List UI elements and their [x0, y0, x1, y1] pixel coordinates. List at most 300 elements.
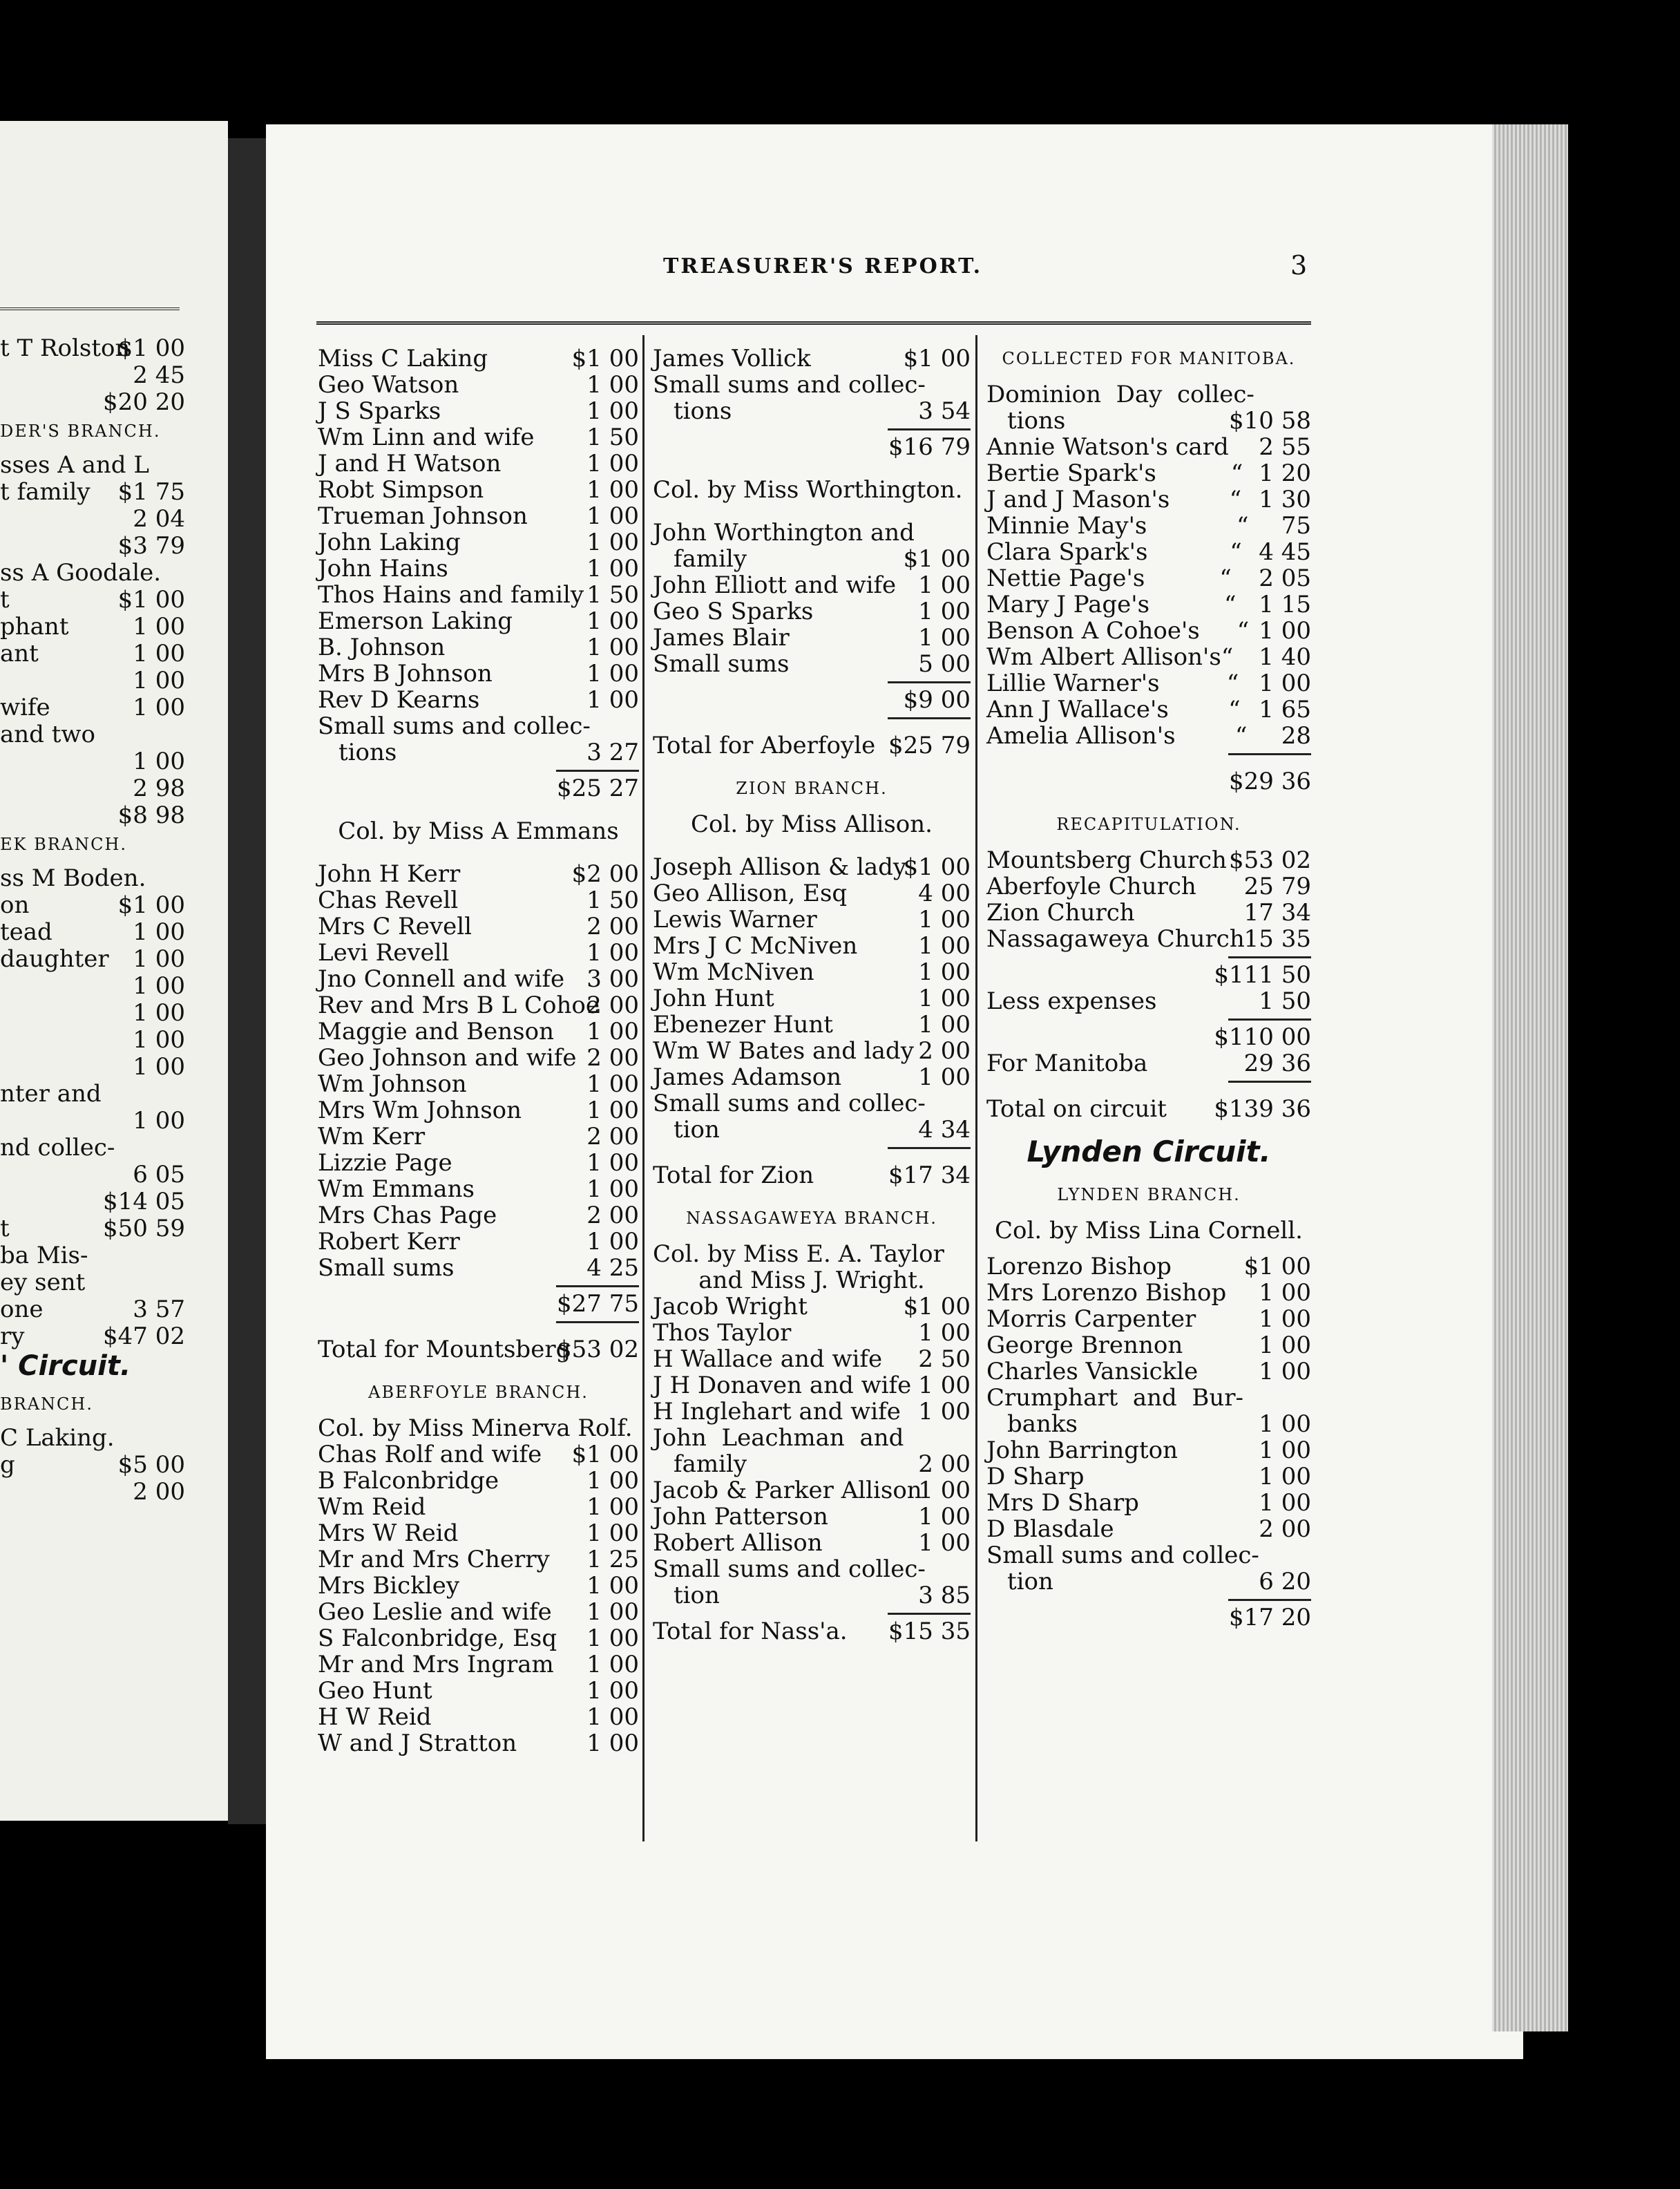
- entry-name: Mr and Mrs Cherry: [318, 1546, 550, 1573]
- entry-amount: 1 00: [1259, 1410, 1311, 1438]
- section-heading: DER'S BRANCH.: [0, 421, 161, 441]
- entry-name: Mrs Chas Page: [318, 1202, 497, 1229]
- entry-row: [318, 966, 639, 992]
- entry-name: Mrs Bickley: [318, 1572, 460, 1600]
- sum-rule: [318, 766, 639, 775]
- entry-amount: 29 36: [1243, 1050, 1311, 1077]
- entry-row: [0, 389, 185, 415]
- entry-amount: $1 00: [903, 853, 971, 881]
- entry-name: Jno Connell and wife: [318, 965, 565, 993]
- entry-amount: 1 00: [586, 371, 639, 399]
- entry-amount: $14 05: [103, 1188, 185, 1215]
- section-heading: ZION BRANCH.: [736, 779, 888, 798]
- entry-row: [986, 1490, 1311, 1516]
- entry-row: [986, 1542, 1311, 1569]
- entry-row: [653, 854, 971, 880]
- spacer: [986, 1172, 1311, 1182]
- entry-name: Nassagaweya Church: [986, 925, 1245, 953]
- entry-amount: 4 25: [586, 1254, 639, 1282]
- entry-name: Chas Rolf and wife: [318, 1441, 542, 1468]
- entry-name: Ann J Wallace's “: [986, 696, 1241, 723]
- entry-name: H Inglehart and wife: [653, 1398, 901, 1425]
- entry-name: Levi Revell: [318, 939, 450, 967]
- entry-amount: 1 00: [918, 932, 971, 960]
- entry-name: H W Reid: [318, 1703, 432, 1731]
- entry-name: Small sums and collec-: [318, 712, 591, 740]
- entry-row: [318, 503, 639, 529]
- entry-row: [0, 694, 185, 721]
- entry-amount: $15 35: [888, 1618, 971, 1645]
- entry-name: Crumphart and Bur-: [986, 1384, 1244, 1412]
- entry-row: [986, 926, 1311, 952]
- entry-name: Mrs B Johnson: [318, 660, 493, 688]
- spacer: [653, 1231, 971, 1241]
- entry-name: John H Kerr: [318, 860, 461, 888]
- entry-name: Geo Allison, Esq: [653, 880, 848, 907]
- entry-amount: $1 00: [117, 334, 185, 362]
- entry-row: [653, 598, 971, 625]
- entry-amount: 1 00: [586, 476, 639, 504]
- entry-amount: 1 00: [586, 1572, 639, 1600]
- entry-name: John Elliott and wife: [653, 571, 897, 599]
- entry-name: Minnie May's “: [986, 512, 1249, 540]
- entry-row: [986, 1280, 1311, 1306]
- entry-amount: 1 00: [586, 502, 639, 530]
- entry-name: Mary J Page's “: [986, 591, 1237, 618]
- entry-name: Dominion Day collec-: [986, 381, 1254, 408]
- entry-amount: 1 00: [133, 640, 185, 667]
- entry-row: [986, 873, 1311, 900]
- entry-name: Geo Watson: [318, 371, 459, 399]
- entry-amount: 1 00: [586, 1519, 639, 1547]
- entry-row: [0, 1188, 185, 1215]
- entry-amount: $111 50: [1214, 961, 1311, 989]
- entry-name: tions: [1007, 407, 1066, 435]
- entry-amount: $47 02: [103, 1323, 185, 1350]
- rule-line: [888, 1613, 971, 1615]
- entry-name: phant: [0, 613, 69, 641]
- column-2: [653, 345, 971, 1645]
- entry-row: [653, 572, 971, 598]
- collector-line: and Miss J. Wright.: [698, 1267, 925, 1294]
- entry-amount: $50 59: [103, 1215, 185, 1242]
- entry-row: [318, 1730, 639, 1756]
- entry-amount: 1 00: [586, 1149, 639, 1177]
- header-rule: [0, 307, 180, 310]
- entry-row: [986, 539, 1311, 565]
- entry-row: [318, 1704, 639, 1730]
- entry-row: [653, 1530, 971, 1556]
- entry-row: [986, 1604, 1311, 1631]
- entry-amount: 1 00: [586, 939, 639, 967]
- entry-amount: 25 79: [1243, 873, 1311, 900]
- entry-amount: $1 00: [903, 545, 971, 573]
- entry-row: [0, 721, 185, 748]
- entry-name: family: [674, 545, 747, 573]
- entry-row: [986, 1096, 1311, 1122]
- collector-line: Col. by Miss A Emmans: [338, 817, 619, 845]
- entry-amount: 3 54: [918, 397, 971, 425]
- entry-row: [318, 1441, 639, 1468]
- entry-name: nter and: [0, 1080, 102, 1108]
- spacer: [653, 723, 971, 732]
- entry-amount: 1 20: [1259, 459, 1311, 487]
- entry-name: t T Rolston: [0, 334, 131, 362]
- section-heading: COLLECTED FOR MANITOBA.: [1002, 349, 1296, 368]
- entry-amount: 1 00: [918, 1477, 971, 1504]
- entry-row: [653, 372, 971, 398]
- spacer: [653, 1188, 971, 1205]
- entry-name: family: [674, 1450, 747, 1478]
- entry-row: [0, 1323, 185, 1349]
- entry-name: John Patterson: [653, 1503, 828, 1531]
- entry-amount: 1 00: [918, 985, 971, 1012]
- spacer: [653, 1153, 971, 1162]
- spacer: [986, 1122, 1311, 1132]
- entry-row: [318, 1291, 639, 1317]
- entry-row: [0, 587, 185, 613]
- entry-row: [986, 1358, 1311, 1385]
- entry-amount: 1 50: [586, 424, 639, 451]
- circuit-heading: ' Circuit.: [0, 1350, 131, 1382]
- entry-amount: 1 00: [133, 972, 185, 1000]
- entry-amount: 1 50: [586, 887, 639, 914]
- entry-name: one: [0, 1296, 44, 1323]
- entry-row: [318, 1599, 639, 1625]
- entry-name: Total on circuit: [986, 1095, 1167, 1123]
- entry-row: [318, 992, 639, 1018]
- entry-row: [986, 670, 1311, 696]
- entry-row: [653, 1117, 971, 1143]
- entry-amount: $1 00: [903, 345, 971, 372]
- entry-row: [653, 546, 971, 572]
- entry-row: [986, 1253, 1311, 1280]
- circuit-heading: Lynden Circuit.: [1027, 1135, 1271, 1168]
- entry-row: [318, 861, 639, 887]
- spacer: [986, 759, 1311, 768]
- entry-amount: 1 00: [918, 1398, 971, 1425]
- entry-amount: 1 00: [133, 667, 185, 694]
- entry-row: [986, 408, 1311, 434]
- entry-row: [318, 1150, 639, 1176]
- entry-row: [318, 1018, 639, 1045]
- entry-name: Mrs W Reid: [318, 1519, 459, 1547]
- entry-amount: $139 36: [1214, 1095, 1311, 1123]
- entry-amount: 1 00: [586, 660, 639, 688]
- entry-row: [0, 479, 185, 505]
- rule-line: [556, 770, 639, 772]
- entry-name: Mrs J C McNiven: [653, 932, 858, 960]
- spacer: [986, 1086, 1311, 1096]
- section-heading: NASSAGAWEYA BRANCH.: [686, 1209, 937, 1228]
- entry-amount: 2 00: [1259, 1515, 1311, 1543]
- entry-row: [318, 1229, 639, 1255]
- entry-row: [0, 1000, 185, 1026]
- entry-row: [986, 1385, 1311, 1411]
- entry-name: and two: [0, 721, 95, 748]
- entry-name: banks: [1007, 1410, 1078, 1438]
- entry-amount: 2 55: [1259, 433, 1311, 461]
- entry-amount: 1 50: [586, 581, 639, 609]
- entry-amount: 1 00: [586, 1703, 639, 1731]
- entry-amount: 1 00: [918, 1372, 971, 1399]
- column-3: [986, 345, 1311, 1631]
- entry-name: Mrs D Sharp: [986, 1489, 1139, 1517]
- entry-amount: 1 00: [586, 1651, 639, 1678]
- entry-amount: 1 00: [1259, 617, 1311, 645]
- entry-name: nd collec-: [0, 1134, 115, 1162]
- entry-row: [0, 506, 185, 532]
- spacer: [986, 372, 1311, 381]
- entry-name: Wm Linn and wife: [318, 424, 535, 451]
- entry-amount: 4 45: [1259, 538, 1311, 566]
- entry-row: [318, 477, 639, 503]
- entry-amount: $9 00: [903, 686, 971, 714]
- entry-row: [318, 1097, 639, 1124]
- section-heading: LYNDEN BRANCH.: [1057, 1185, 1241, 1204]
- rule-line: [1228, 1081, 1311, 1083]
- rule-line: [888, 428, 971, 430]
- entry-amount: 1 00: [133, 945, 185, 973]
- entry-amount: 1 00: [586, 1175, 639, 1203]
- entry-amount: 4 34: [918, 1116, 971, 1144]
- entry-amount: 15 35: [1243, 925, 1311, 953]
- entry-amount: 2 05: [1259, 565, 1311, 592]
- rule-line: [1228, 753, 1311, 755]
- entry-row: [0, 865, 185, 891]
- entry-name: g: [0, 1451, 15, 1479]
- entry-row: [653, 398, 971, 424]
- entry-amount: 1 00: [586, 1624, 639, 1652]
- entry-amount: $10 58: [1229, 407, 1311, 435]
- entry-row: [318, 739, 639, 766]
- entry-row: [0, 1081, 185, 1107]
- entry-row: [653, 1320, 971, 1346]
- entry-name: Charles Vansickle: [986, 1358, 1199, 1385]
- entry-name: Small sums and collec-: [986, 1542, 1259, 1569]
- entry-amount: 1 00: [918, 906, 971, 934]
- entry-name: Nettie Page's “: [986, 565, 1232, 592]
- entry-row: [0, 452, 185, 478]
- entry-amount: 1 00: [918, 571, 971, 599]
- entry-amount: 1 00: [133, 999, 185, 1027]
- entry-amount: $1 00: [1243, 1253, 1311, 1280]
- entry-name: ba Mis-: [0, 1242, 88, 1269]
- collector-line: Col. by Miss Lina Cornell.: [995, 1217, 1303, 1244]
- entry-name: D Sharp: [986, 1463, 1085, 1490]
- entry-name: wife: [0, 694, 50, 721]
- entry-name: Wm Albert Allison's“: [986, 643, 1234, 671]
- spacer: [653, 503, 971, 520]
- entry-name: C Laking.: [0, 1424, 115, 1452]
- entry-row: [318, 661, 639, 687]
- rule-line: [888, 717, 971, 719]
- entry-row: [986, 1050, 1311, 1077]
- spacer: [318, 802, 639, 818]
- entry-row: [0, 1452, 185, 1478]
- entry-name: Geo Leslie and wife: [318, 1598, 552, 1626]
- entry-row: [653, 651, 971, 677]
- entry-name: Wm W Bates and lady: [653, 1037, 914, 1065]
- entry-name: Robert Kerr: [318, 1228, 460, 1255]
- entry-amount: 2 50: [918, 1345, 971, 1373]
- entry-name: George Brennon: [986, 1332, 1183, 1359]
- entry-row: [318, 713, 639, 739]
- entry-name: Lillie Warner's “: [986, 670, 1239, 697]
- entry-row: [653, 1064, 971, 1090]
- entry-name: J and J Mason's “: [986, 486, 1242, 513]
- entry-row: [0, 1108, 185, 1134]
- entry-amount: $110 00: [1214, 1023, 1311, 1051]
- entry-row: [0, 946, 185, 972]
- entry-name: tions: [674, 397, 732, 425]
- entry-amount: 1 00: [586, 529, 639, 556]
- entry-row: [318, 940, 639, 966]
- entry-name: John Hains: [318, 555, 448, 582]
- entry-name: James Blair: [653, 624, 790, 652]
- entry-amount: 1 00: [586, 555, 639, 582]
- entry-amount: $1 00: [571, 1441, 639, 1468]
- entry-amount: $1 00: [117, 891, 185, 919]
- entry-row: [653, 1425, 971, 1451]
- entry-row: [318, 887, 639, 913]
- section-heading: BRANCH.: [0, 1394, 93, 1414]
- entry-name: Ebenezer Hunt: [653, 1011, 833, 1039]
- entry-row: [653, 1038, 971, 1064]
- entry-amount: 1 00: [918, 598, 971, 625]
- entry-row: [318, 451, 639, 477]
- entry-amount: $17 34: [888, 1162, 971, 1189]
- entry-row: [653, 1090, 971, 1117]
- entry-row: [986, 1411, 1311, 1437]
- entry-name: ant: [0, 640, 39, 667]
- entry-row: [0, 1054, 185, 1080]
- entry-row: [653, 1346, 971, 1372]
- page-edges: [1492, 124, 1568, 2031]
- entry-name: Total for Nass'a.: [653, 1618, 848, 1645]
- entry-row: [318, 1546, 639, 1573]
- entry-row: [986, 486, 1311, 513]
- entry-amount: 28: [1281, 722, 1311, 750]
- entry-amount: 1 00: [586, 634, 639, 661]
- entry-amount: 2 00: [586, 992, 639, 1019]
- entry-amount: 3 85: [918, 1582, 971, 1609]
- entry-name: Joseph Allison & lady: [653, 853, 907, 881]
- entry-row: [986, 618, 1311, 644]
- entry-name: Miss C Laking: [318, 345, 488, 372]
- entry-amount: 3 00: [586, 965, 639, 993]
- entry-name: Small sums and collec-: [653, 1090, 926, 1117]
- entry-name: Lizzie Page: [318, 1149, 452, 1177]
- entry-row: [986, 460, 1311, 486]
- entry-row: [318, 1336, 639, 1363]
- entry-name: tion: [1007, 1568, 1053, 1595]
- rule-line: [1228, 1018, 1311, 1021]
- sum-rule: [653, 677, 971, 687]
- entry-name: Mrs C Revell: [318, 913, 472, 940]
- entry-name: ey sent: [0, 1269, 86, 1296]
- entry-amount: 1 00: [133, 1107, 185, 1135]
- entry-amount: 17 34: [1243, 899, 1311, 927]
- entry-row: [318, 1520, 639, 1546]
- entry-row: [318, 424, 639, 451]
- entry-amount: $29 36: [1229, 768, 1311, 795]
- entry-amount: 1 15: [1259, 591, 1311, 618]
- entry-name: Small sums: [653, 650, 790, 678]
- entry-row: [0, 614, 185, 640]
- entry-row: [318, 687, 639, 713]
- entry-name: Rev D Kearns: [318, 686, 480, 714]
- entry-amount: 2 00: [586, 1202, 639, 1229]
- entry-row: [653, 985, 971, 1012]
- entry-row: [986, 847, 1311, 873]
- entry-name: Mountsberg Church: [986, 846, 1227, 874]
- entry-amount: 1 00: [586, 1228, 639, 1255]
- entry-amount: 6 05: [133, 1161, 185, 1188]
- spacer: [986, 837, 1311, 847]
- entry-amount: 1 00: [1259, 1305, 1311, 1333]
- entry-amount: $1 00: [903, 1293, 971, 1320]
- entry-row: [318, 1651, 639, 1678]
- entry-amount: 2 00: [918, 1037, 971, 1065]
- entry-row: [0, 1215, 185, 1242]
- spacer: [986, 795, 1311, 811]
- entry-amount: 1 00: [586, 1493, 639, 1521]
- entry-row: [653, 880, 971, 907]
- sum-rule: [986, 952, 1311, 962]
- entry-amount: 1 00: [918, 624, 971, 652]
- entry-amount: 1 25: [586, 1546, 639, 1573]
- entry-row: [0, 362, 185, 388]
- entry-name: Emerson Laking: [318, 607, 513, 635]
- book-spine: [228, 138, 266, 1824]
- entry-amount: 1 00: [586, 1467, 639, 1495]
- entry-name: Wm Emmans: [318, 1175, 475, 1203]
- entry-amount: 2 00: [918, 1450, 971, 1478]
- entry-name: Aberfoyle Church: [986, 873, 1196, 900]
- entry-row: [986, 696, 1311, 723]
- entry-amount: 1 50: [1259, 987, 1311, 1015]
- entry-name: tead: [0, 918, 52, 946]
- sum-rule: [653, 1143, 971, 1153]
- entry-name: John Barrington: [986, 1437, 1178, 1464]
- entry-row: [653, 1582, 971, 1609]
- entry-name: Wm McNiven: [653, 958, 814, 986]
- entry-name: Thos Taylor: [653, 1319, 792, 1347]
- entry-amount: 1 00: [133, 694, 185, 721]
- entry-name: John Worthington and: [653, 519, 915, 547]
- entry-row: [318, 1045, 639, 1071]
- entry-amount: 1 40: [1259, 643, 1311, 671]
- entry-row: [986, 434, 1311, 460]
- entry-name: t family: [0, 478, 90, 506]
- entry-row: [986, 1569, 1311, 1595]
- entry-row: [0, 775, 185, 802]
- running-head: TREASURER'S REPORT.: [663, 254, 983, 278]
- entry-amount: $25 27: [557, 775, 639, 802]
- entry-amount: $8 98: [117, 802, 185, 829]
- entry-amount: $1 00: [571, 345, 639, 372]
- entry-amount: 2 00: [133, 1478, 185, 1506]
- entry-row: [653, 1162, 971, 1188]
- entry-row: [653, 345, 971, 372]
- rule-line: [888, 681, 971, 683]
- entry-name: Small sums and collec-: [653, 1555, 926, 1583]
- entry-name: Maggie and Benson: [318, 1018, 554, 1045]
- entry-amount: 1 00: [918, 1319, 971, 1347]
- entry-row: [986, 1306, 1311, 1332]
- entry-name: Total for Zion: [653, 1162, 814, 1189]
